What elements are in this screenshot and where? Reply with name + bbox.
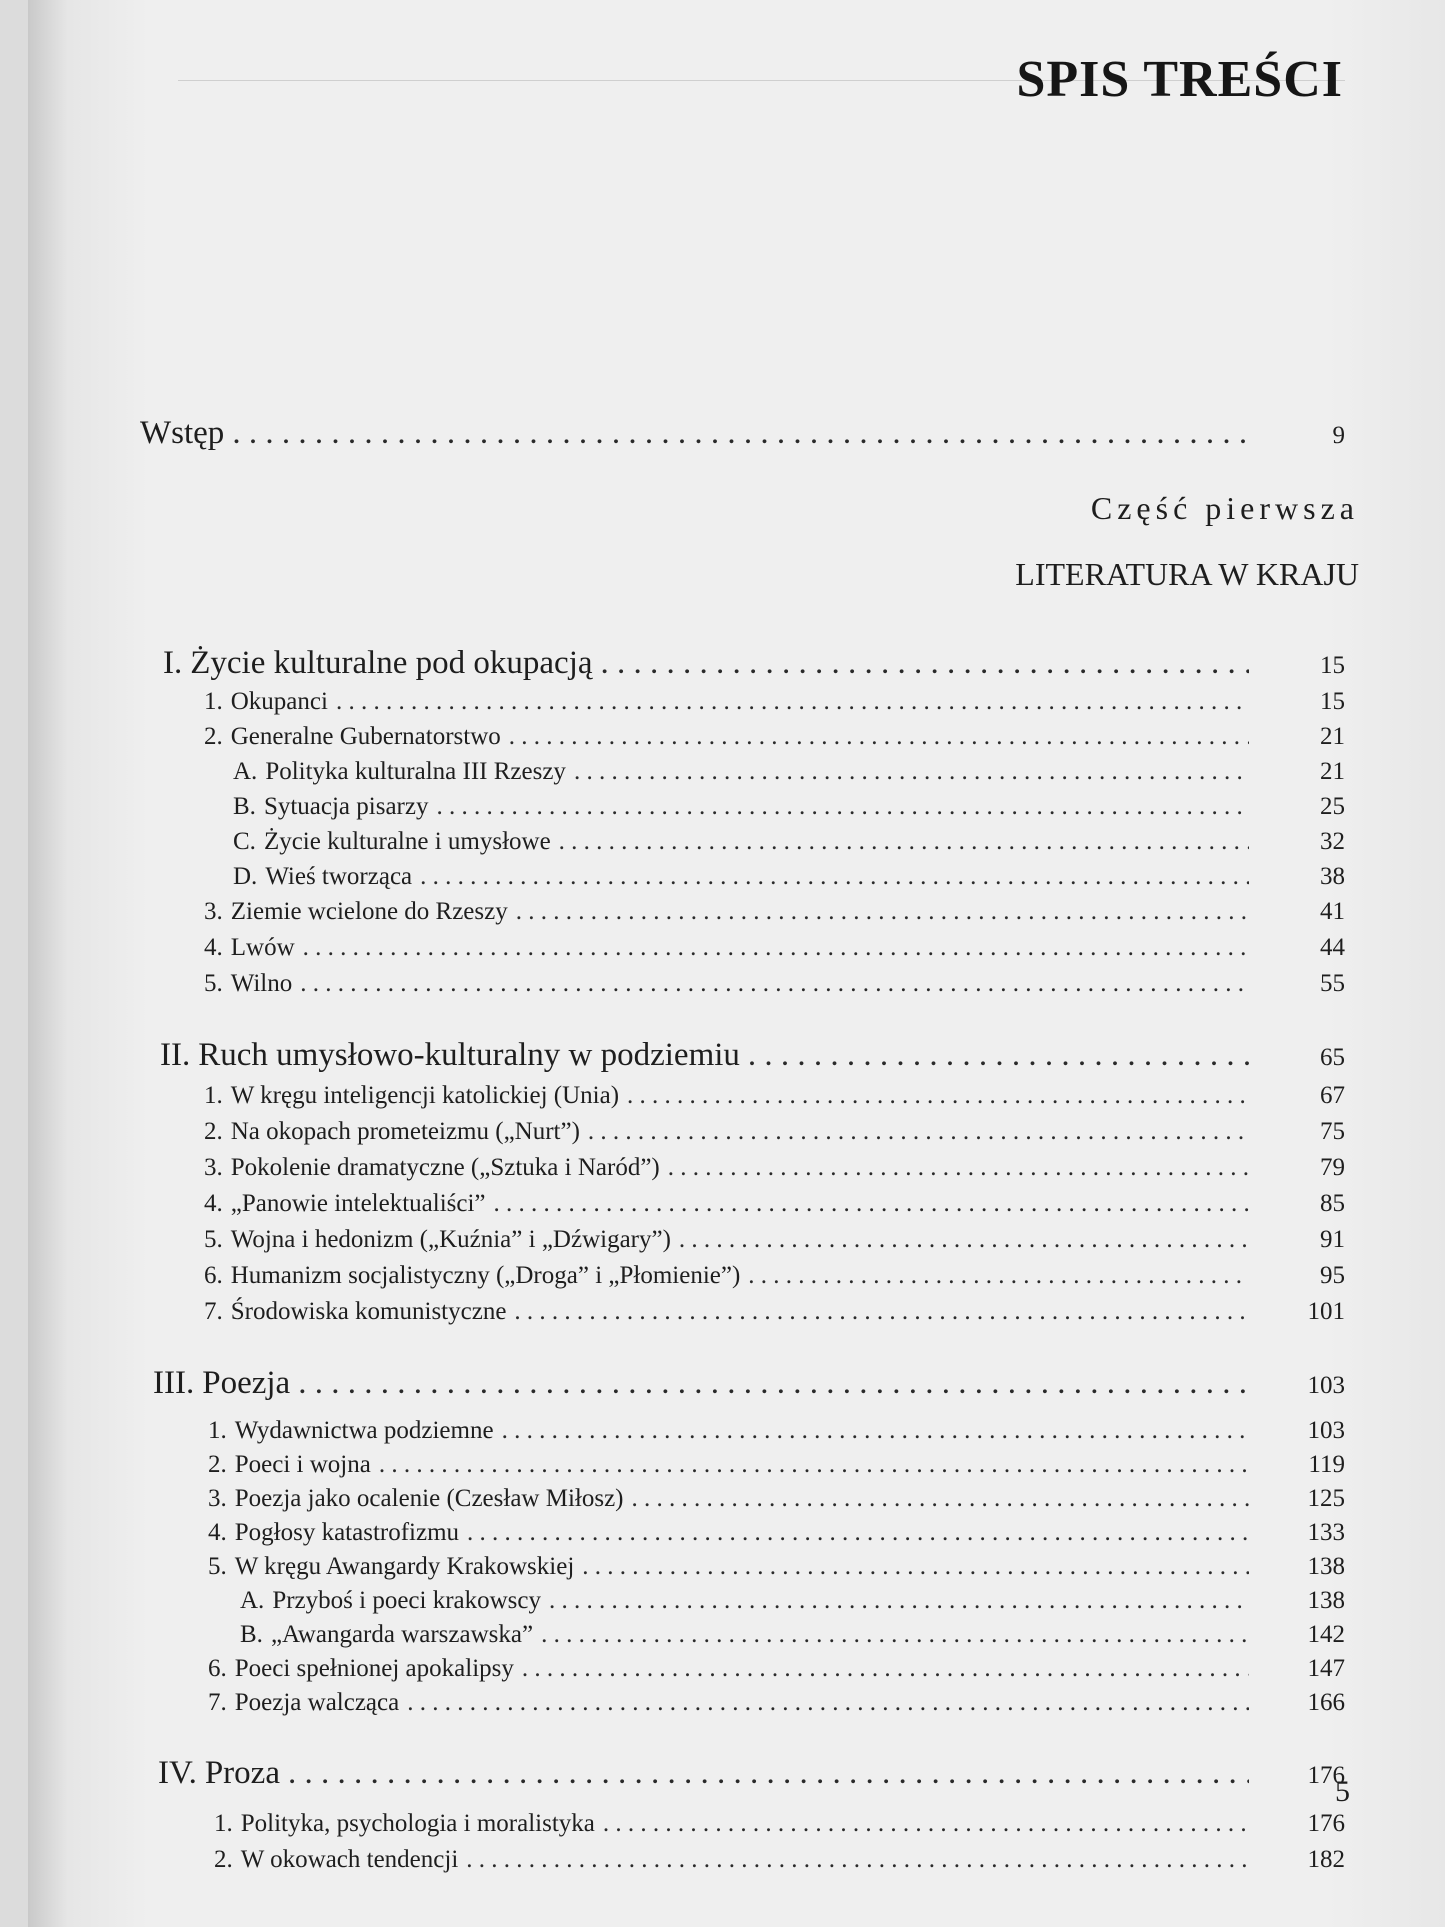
entry-number: 6. <box>208 1655 227 1682</box>
toc-subentry <box>208 1655 1345 1683</box>
section-heading: LITERATURA W KRAJU <box>1015 556 1359 592</box>
leader-dots <box>748 1262 1249 1290</box>
leader-dots <box>303 934 1249 962</box>
leader-dots <box>502 1417 1249 1445</box>
toc-chapter <box>158 1755 1345 1792</box>
leader-dots <box>522 1655 1249 1683</box>
toc-chapter <box>163 645 1345 682</box>
entry-number: 6. <box>204 1262 223 1289</box>
entry-label: „Awangarda warszawska” <box>270 1621 534 1648</box>
entry-label: Humanizm socjalistyczny („Droga” i „Płomienie”) <box>230 1262 741 1289</box>
entry-number: 2. <box>208 1451 227 1478</box>
entry-page: 101 <box>1307 1298 1345 1325</box>
toc-subentry <box>204 1226 1345 1254</box>
entry-label: Życie kulturalne pod okupacją <box>190 645 593 681</box>
entry-page: 176 <box>1307 1810 1345 1837</box>
entry-label: Na okopach prometeizmu („Nurt”) <box>230 1118 580 1145</box>
entry-number: D. <box>233 863 258 890</box>
book-page <box>28 0 1445 1927</box>
leader-dots <box>574 758 1249 786</box>
entry-label: Polityka kulturalna III Rzeszy <box>265 758 566 785</box>
leader-dots <box>632 1485 1250 1513</box>
entry-label: Poeci spełnionej apokalipsy <box>234 1655 514 1682</box>
entry-page: 41 <box>1320 898 1345 925</box>
entry-number: 5. <box>204 970 223 997</box>
leader-dots <box>298 1365 1249 1402</box>
entry-page: 25 <box>1320 793 1345 820</box>
entry-label: Wilno <box>230 970 293 997</box>
entry-number: 1. <box>204 1082 223 1109</box>
toc-subentry <box>204 1118 1345 1146</box>
entry-page: 119 <box>1308 1451 1345 1478</box>
toc-subentry <box>204 1262 1345 1290</box>
entry-label: Życie kulturalne i umysłowe <box>263 828 551 855</box>
leader-dots <box>549 1587 1249 1615</box>
entry-label: Okupanci <box>230 688 328 715</box>
entry-label: Przyboś i poeci krakowscy <box>272 1587 542 1614</box>
leader-dots <box>466 1846 1249 1874</box>
entry-number: 3. <box>208 1485 227 1512</box>
toc-subsubentry <box>240 1621 1345 1649</box>
toc-subentry <box>204 1298 1345 1326</box>
toc-subsubentry <box>233 828 1345 856</box>
entry-number: B. <box>233 793 256 820</box>
entry-number: 3. <box>204 1154 223 1181</box>
entry-label: Polityka, psychologia i moralistyka <box>240 1810 595 1837</box>
leader-dots <box>232 415 1249 452</box>
leader-dots <box>407 1689 1249 1717</box>
entry-label: Poeci i wojna <box>234 1451 371 1478</box>
toc-subentry <box>214 1810 1345 1838</box>
leader-dots <box>436 793 1249 821</box>
entry-label: Środowiska komunistyczne <box>230 1298 507 1325</box>
entry-number: III. <box>153 1365 195 1401</box>
entry-label: Ruch umysłowo-kulturalny w podziemiu <box>198 1037 740 1073</box>
leader-dots <box>588 1118 1249 1146</box>
entry-label: Generalne Gubernatorstwo <box>230 723 501 750</box>
page-title: SPIS TREŚCI <box>1016 51 1343 108</box>
entry-page: 95 <box>1320 1262 1345 1289</box>
toc-subsubentry <box>233 863 1345 891</box>
entry-page: 85 <box>1320 1190 1345 1217</box>
entry-page: 15 <box>1320 688 1345 715</box>
entry-page: 65 <box>1320 1044 1345 1071</box>
leader-dots <box>509 723 1249 751</box>
entry-page: 55 <box>1320 970 1345 997</box>
entry-page: 44 <box>1320 934 1345 961</box>
entry-page: 138 <box>1307 1587 1345 1614</box>
entry-label: Ziemie wcielone do Rzeszy <box>230 898 508 925</box>
leader-dots <box>494 1190 1249 1218</box>
entry-number: 1. <box>214 1810 233 1837</box>
entry-page: 147 <box>1307 1655 1345 1682</box>
entry-number: 2. <box>214 1846 233 1873</box>
leader-dots <box>748 1037 1249 1074</box>
entry-page: 103 <box>1307 1417 1345 1444</box>
entry-page: 142 <box>1307 1621 1345 1648</box>
toc-subentry <box>204 934 1345 962</box>
entry-label: Lwów <box>230 934 295 961</box>
entry-page: 9 <box>1332 422 1345 449</box>
entry-label: Poezja walcząca <box>234 1689 400 1716</box>
entry-page: 21 <box>1320 758 1345 785</box>
leader-dots <box>514 1298 1249 1326</box>
entry-label: Wieś tworząca <box>265 863 413 890</box>
entry-number: 4. <box>204 934 223 961</box>
entry-number: 1. <box>204 688 223 715</box>
leader-dots <box>516 898 1249 926</box>
leader-dots <box>679 1226 1249 1254</box>
entry-number: 5. <box>208 1553 227 1580</box>
leader-dots <box>379 1451 1249 1479</box>
toc-subentry <box>214 1846 1345 1874</box>
leader-dots <box>420 863 1249 891</box>
entry-number: A. <box>240 1587 265 1614</box>
leader-dots <box>336 688 1249 716</box>
toc-subsubentry <box>233 758 1345 786</box>
leader-dots <box>627 1082 1249 1110</box>
entry-page: 103 <box>1307 1372 1345 1399</box>
entry-page: 138 <box>1307 1553 1345 1580</box>
leader-dots <box>668 1154 1249 1182</box>
entry-label: Wojna i hedonizm („Kuźnia” i „Dźwigary”) <box>230 1226 671 1253</box>
toc-chapter <box>153 1365 1345 1402</box>
entry-number: 4. <box>204 1190 223 1217</box>
entry-number: B. <box>240 1621 263 1648</box>
entry-label: Wstęp <box>140 415 225 451</box>
toc-subsubentry <box>240 1587 1345 1615</box>
entry-label: „Panowie intelektualiści” <box>230 1190 486 1217</box>
entry-page: 125 <box>1307 1485 1345 1512</box>
toc-subsubentry <box>233 793 1345 821</box>
leader-dots <box>288 1755 1249 1792</box>
entry-number: 1. <box>208 1417 227 1444</box>
entry-label: W okowach tendencji <box>240 1846 459 1873</box>
entry-page: 182 <box>1307 1846 1345 1873</box>
entry-label: Wydawnictwa podziemne <box>234 1417 494 1444</box>
entry-page: 67 <box>1320 1082 1345 1109</box>
entry-label: Poezja <box>202 1365 291 1401</box>
entry-label: Proza <box>204 1755 280 1791</box>
entry-page: 133 <box>1307 1519 1345 1546</box>
entry-label: Pogłosy katastrofizmu <box>234 1519 460 1546</box>
entry-page: 91 <box>1320 1226 1345 1253</box>
leader-dots <box>559 828 1249 856</box>
entry-page: 15 <box>1320 652 1345 679</box>
entry-number: A. <box>233 758 258 785</box>
toc-chapter <box>160 1037 1345 1074</box>
entry-label: Poezja jako ocalenie (Czesław Miłosz) <box>234 1485 624 1512</box>
entry-page: 79 <box>1320 1154 1345 1181</box>
toc-subentry <box>204 723 1345 751</box>
leader-dots <box>601 645 1249 682</box>
toc-subentry <box>208 1553 1345 1581</box>
toc-subentry <box>208 1451 1345 1479</box>
toc-subentry <box>204 970 1345 998</box>
leader-dots <box>582 1553 1249 1581</box>
toc-subentry <box>208 1485 1345 1513</box>
entry-page: 75 <box>1320 1118 1345 1145</box>
page-number: 5 <box>1335 1775 1350 1808</box>
entry-number: 4. <box>208 1519 227 1546</box>
entry-number: 3. <box>204 898 223 925</box>
toc-subentry <box>204 1082 1345 1110</box>
toc-subentry <box>204 688 1345 716</box>
entry-number: 2. <box>204 723 223 750</box>
toc-subentry <box>204 1190 1345 1218</box>
leader-dots <box>300 970 1249 998</box>
entry-label: W kręgu Awangardy Krakowskiej <box>234 1553 575 1580</box>
leader-dots <box>603 1810 1249 1838</box>
toc-subentry <box>204 898 1345 926</box>
toc-entry-intro <box>140 415 1345 452</box>
entry-number: II. <box>160 1037 191 1073</box>
entry-number: 7. <box>204 1298 223 1325</box>
toc-subentry <box>208 1689 1345 1717</box>
leader-dots <box>467 1519 1249 1547</box>
toc-subentry <box>208 1519 1345 1547</box>
entry-label: Sytuacja pisarzy <box>263 793 429 820</box>
entry-page: 38 <box>1320 863 1345 890</box>
toc-subentry <box>204 1154 1345 1182</box>
entry-number: 7. <box>208 1689 227 1716</box>
part-heading: Część pierwsza <box>1090 490 1359 526</box>
entry-number: 5. <box>204 1226 223 1253</box>
entry-page: 21 <box>1320 723 1345 750</box>
entry-label: W kręgu inteligencji katolickiej (Unia) <box>230 1082 620 1109</box>
entry-number: I. <box>163 645 183 681</box>
leader-dots <box>541 1621 1249 1649</box>
entry-page: 176 <box>1307 1762 1345 1789</box>
entry-number: IV. <box>158 1755 197 1791</box>
entry-label: Pokolenie dramatyczne („Sztuka i Naród”) <box>230 1154 660 1181</box>
entry-number: C. <box>233 828 256 855</box>
entry-number: 2. <box>204 1118 223 1145</box>
toc-subentry <box>208 1417 1345 1445</box>
entry-page: 166 <box>1307 1689 1345 1716</box>
entry-page: 32 <box>1320 828 1345 855</box>
